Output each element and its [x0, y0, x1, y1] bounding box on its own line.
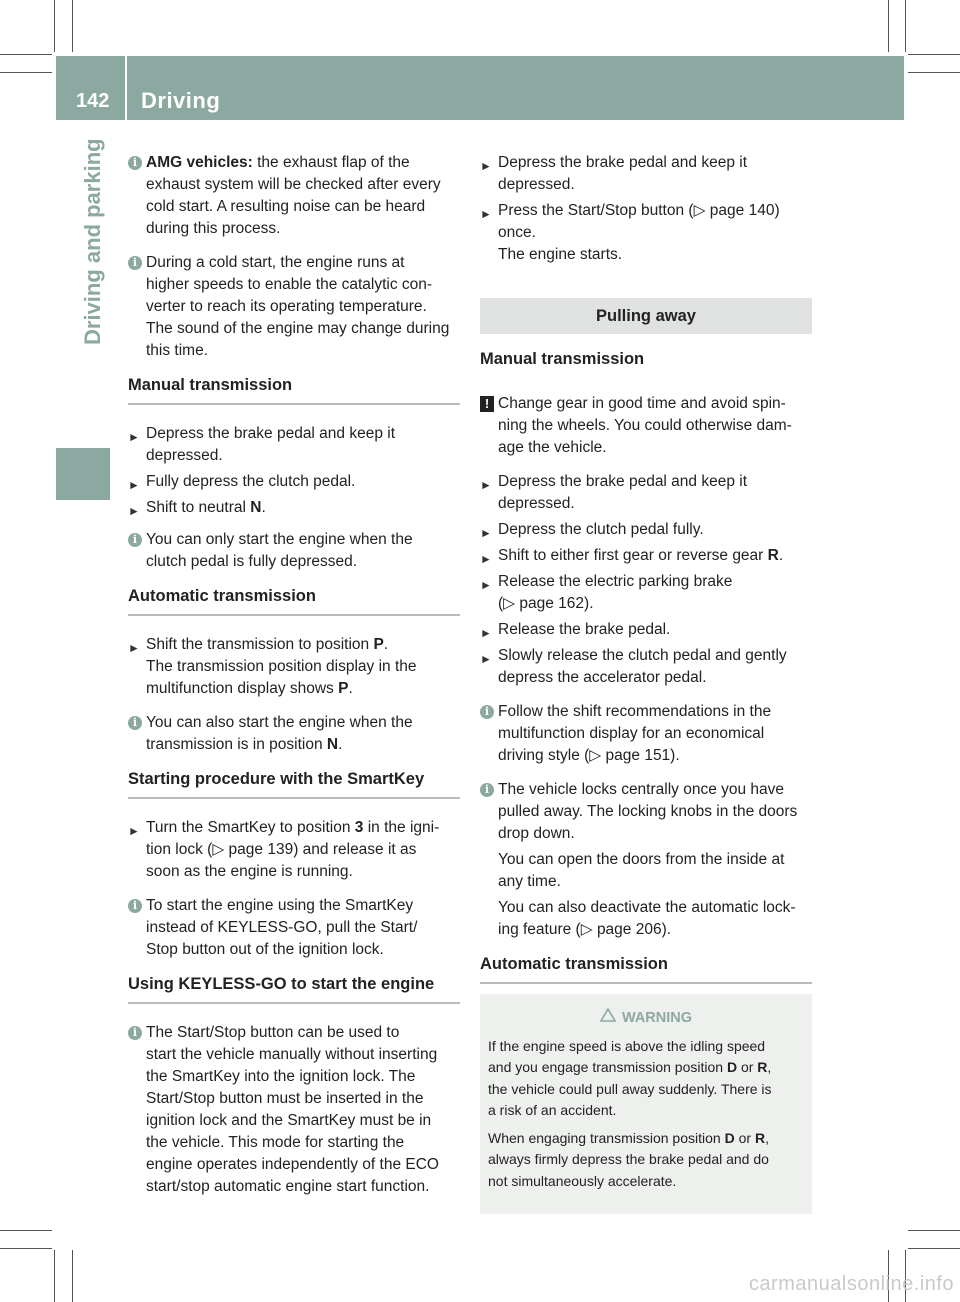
warning-triangle-icon — [600, 1008, 616, 1022]
instruction-step: ► Depress the clutch pedal fully. — [480, 519, 812, 541]
info-note: i To start the engine using the SmartKey instead of KEYLESS-GO, pull the Start/ Stop button out of the ignition lock. — [128, 895, 460, 961]
instruction-step: ► Shift to neutral N. — [128, 497, 460, 519]
info-icon: i — [128, 899, 142, 913]
page-title: Driving — [141, 88, 221, 113]
info-note: i You can also start the engine when the transmission is in position N. — [128, 712, 460, 756]
info-note-continued: You can open the doors from the inside at any time. — [498, 851, 785, 890]
info-icon: i — [128, 716, 142, 730]
crop-mark — [908, 54, 960, 55]
info-note: i Follow the shift recommendations in the multifunction display for an economical driving style (▷ page 151). — [480, 701, 812, 767]
crop-mark — [888, 0, 889, 52]
arrow-icon: ► — [480, 526, 492, 540]
section-heading: Using KEYLESS-GO to start the engine — [128, 973, 460, 1004]
info-note: i You can only start the engine when the clutch pedal is fully depressed. — [128, 529, 460, 573]
arrow-icon: ► — [480, 159, 492, 173]
chapter-tab — [72, 138, 112, 345]
instruction-step: ► Depress the brake pedal and keep it depressed. — [480, 473, 748, 512]
info-note-continued: You can also deactivate the automatic lock- ing feature (▷ page 206). — [498, 899, 796, 938]
section-heading: Starting procedure with the SmartKey — [128, 768, 460, 799]
crop-mark — [0, 1230, 52, 1231]
instruction-step: ► Turn the SmartKey to position 3 in the igni- tion lock (▷ page 139) and release it as soon as the engine is running. — [128, 819, 440, 880]
arrow-icon: ► — [128, 504, 140, 518]
crop-mark — [0, 1248, 52, 1249]
instruction-step: ► Depress the brake pedal and keep it depressed. — [128, 425, 396, 464]
arrow-icon: ► — [480, 626, 492, 640]
arrow-icon: ► — [128, 478, 140, 492]
info-icon: i — [480, 783, 494, 797]
crop-mark — [905, 0, 906, 52]
crop-mark — [54, 0, 55, 52]
info-icon: i — [128, 1026, 142, 1040]
info-note: i During a cold start, the engine runs at higher speeds to enable the catalytic con- verter to reach its operating temperature. The sound of the engine may change during this time. — [128, 252, 460, 362]
exclamation-icon: ! — [480, 396, 494, 412]
right-column — [480, 152, 812, 1214]
watermark: carmanualsonline.info — [748, 1273, 954, 1295]
crop-mark — [72, 1250, 73, 1302]
page-number: 142 — [76, 90, 110, 112]
crop-mark — [72, 0, 73, 52]
crop-mark — [908, 72, 960, 73]
instruction-step: ► Release the brake pedal. — [480, 619, 812, 641]
arrow-icon: ► — [480, 207, 492, 221]
info-note: i The vehicle locks centrally once you have pulled away. The locking knobs in the doors drop down. — [480, 779, 812, 845]
crop-mark — [908, 1230, 960, 1231]
warning-paragraph: If the engine speed is above the idling speed and you engage transmission position D or R, the vehicle could pull away suddenly. There is a risk of an accident. — [488, 1037, 772, 1118]
arrow-icon: ► — [128, 824, 140, 838]
crop-mark — [908, 1248, 960, 1249]
arrow-icon: ► — [480, 578, 492, 592]
warning-box — [480, 994, 812, 1214]
warning-paragraph: When engaging transmission position D or R, always firmly depress the brake pedal and do not simultaneously accelerate. — [488, 1129, 769, 1189]
left-column — [128, 152, 460, 1210]
section-bar-heading: Pulling away — [480, 298, 812, 334]
info-note: i The Start/Stop button can be used to start the vehicle manually without inserting the SmartKey into the ignition lock. The Start/Stop button must be inserted in the ignition lock and the SmartKey must be in the vehicle. This mode for starting the engine operates independently of the ECO start/stop automatic engine start function. — [128, 1022, 460, 1198]
instruction-step: ► Shift the transmission to position P. The transmission position display in the multifunction display shows P. — [128, 636, 417, 697]
info-note: i AMG vehicles: the exhaust flap of the exhaust system will be checked after every cold start. A resulting noise can be heard during this process. — [128, 152, 460, 240]
info-icon: i — [128, 256, 142, 270]
arrow-icon: ► — [480, 552, 492, 566]
section-heading: Automatic transmission — [480, 953, 812, 984]
info-icon: i — [128, 156, 142, 170]
instruction-step: ► Fully depress the clutch pedal. — [128, 471, 460, 493]
arrow-icon: ► — [480, 478, 492, 492]
arrow-icon: ► — [480, 652, 492, 666]
info-icon: i — [480, 705, 494, 719]
section-heading: Manual transmission — [480, 350, 645, 368]
instruction-step: ► Depress the brake pedal and keep it depressed. — [480, 154, 748, 193]
instruction-step: ► Slowly release the clutch pedal and gently depress the accelerator pedal. — [480, 647, 787, 686]
crop-mark — [0, 72, 52, 73]
header-divider — [125, 56, 127, 120]
section-heading: Manual transmission — [128, 374, 460, 405]
info-icon: i — [128, 533, 142, 547]
chapter-marker-block — [56, 448, 110, 500]
instruction-step: ► Release the electric parking brake (▷ page 162). — [480, 573, 733, 612]
instruction-step: ► Press the Start/Stop button (▷ page 140) once. The engine starts. — [480, 202, 780, 263]
arrow-icon: ► — [128, 430, 140, 444]
caution-note: ! Change gear in good time and avoid spin- ning the wheels. You could otherwise dam- age the vehicle. — [480, 393, 812, 459]
instruction-step: ► Shift to either first gear or reverse gear R. — [480, 545, 812, 567]
warning-title: WARNING — [488, 1008, 804, 1030]
crop-mark — [0, 54, 52, 55]
arrow-icon: ► — [128, 641, 140, 655]
section-heading: Automatic transmission — [128, 585, 460, 616]
chapter-tab-label: Driving and parking — [80, 138, 105, 345]
crop-mark — [54, 1250, 55, 1302]
